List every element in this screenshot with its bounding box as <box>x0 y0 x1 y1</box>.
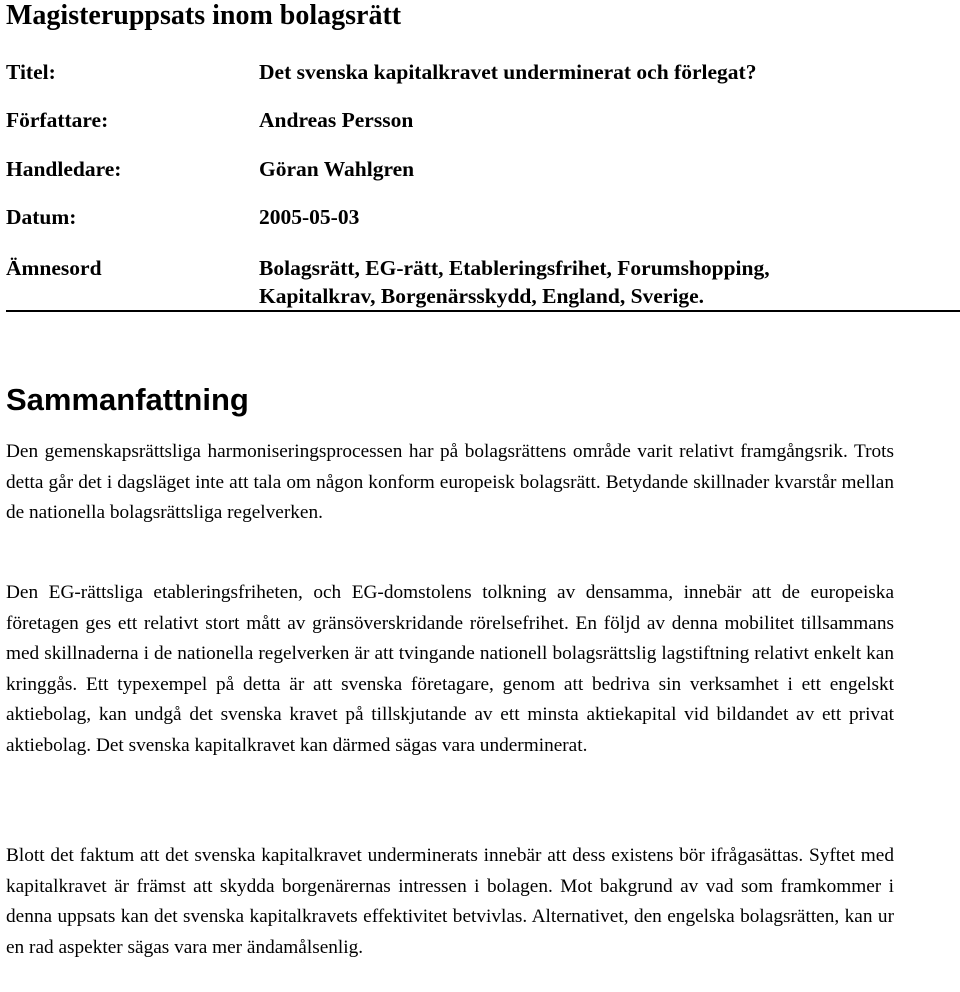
keywords-value-line2: Kapitalkrav, Borgenärsskydd, England, Sverige. <box>259 284 705 308</box>
title-value: Det svenska kapitalkravet underminerat och förlegat? <box>259 60 757 84</box>
keywords-label: Ämnesord <box>6 256 102 280</box>
header-divider <box>6 310 960 312</box>
supervisor-label: Handledare: <box>6 157 122 181</box>
author-label: Författare: <box>6 108 109 132</box>
summary-heading: Sammanfattning <box>6 382 249 417</box>
summary-paragraph-2: Den EG-rättsliga etableringsfriheten, och EG-domstolens tolkning av densamma, innebär att de europeiska företagen ges ett relativt stort mått av gränsöverskridande rörelsefrihet. En följd av denna mobilitet tillsammans med skillnaderna i de nationella regelverken är att tvingande nationell bolagsrättslig lagstiftning relativt enkelt kan kringgås. Ett typexempel på detta är att svenska företagare, genom att bedriva sin verksamhet i ett engelskt aktiebolag, kan undgå det svenska kravet på tillskjutande av ett minsta aktiekapital vid bildandet av ett privat aktiebolag. Det svenska kapitalkravet kan därmed sägas vara underminerat. <box>6 582 894 756</box>
date-label: Datum: <box>6 205 77 229</box>
supervisor-value: Göran Wahlgren <box>259 157 415 181</box>
document-title: Magisteruppsats inom bolagsrätt <box>6 0 402 31</box>
date-value: 2005-05-03 <box>259 205 360 229</box>
title-label: Titel: <box>6 60 56 84</box>
summary-paragraph-3: Blott det faktum att det svenska kapitalkravet underminerats innebär att dess existens bör ifrågasättas. Syftet med kapitalkravet är främst att skydda borgenärernas intressen i bolagen. Mot bakgrund av vad som framkommer i denna uppsats kan det svenska kapitalkravets effektivitet betvivlas. Alternativet, den engelska bolagsrätten, kan ur en rad aspekter sägas vara mer ändamålsenlig. <box>6 845 894 958</box>
summary-paragraph-1: Den gemenskapsrättsliga harmoniseringsprocessen har på bolagsrättens område varit relativt framgångsrik. Trots detta går det i dagsläget inte att tala om någon konform europeisk bolagsrätt. Betydande skillnader kvarstår mellan de nationella bolagsrättsliga regelverken. <box>6 441 894 523</box>
keywords-value-line1: Bolagsrätt, EG-rätt, Etableringsfrihet, Forumshopping, <box>259 256 770 280</box>
author-value: Andreas Persson <box>259 108 414 132</box>
